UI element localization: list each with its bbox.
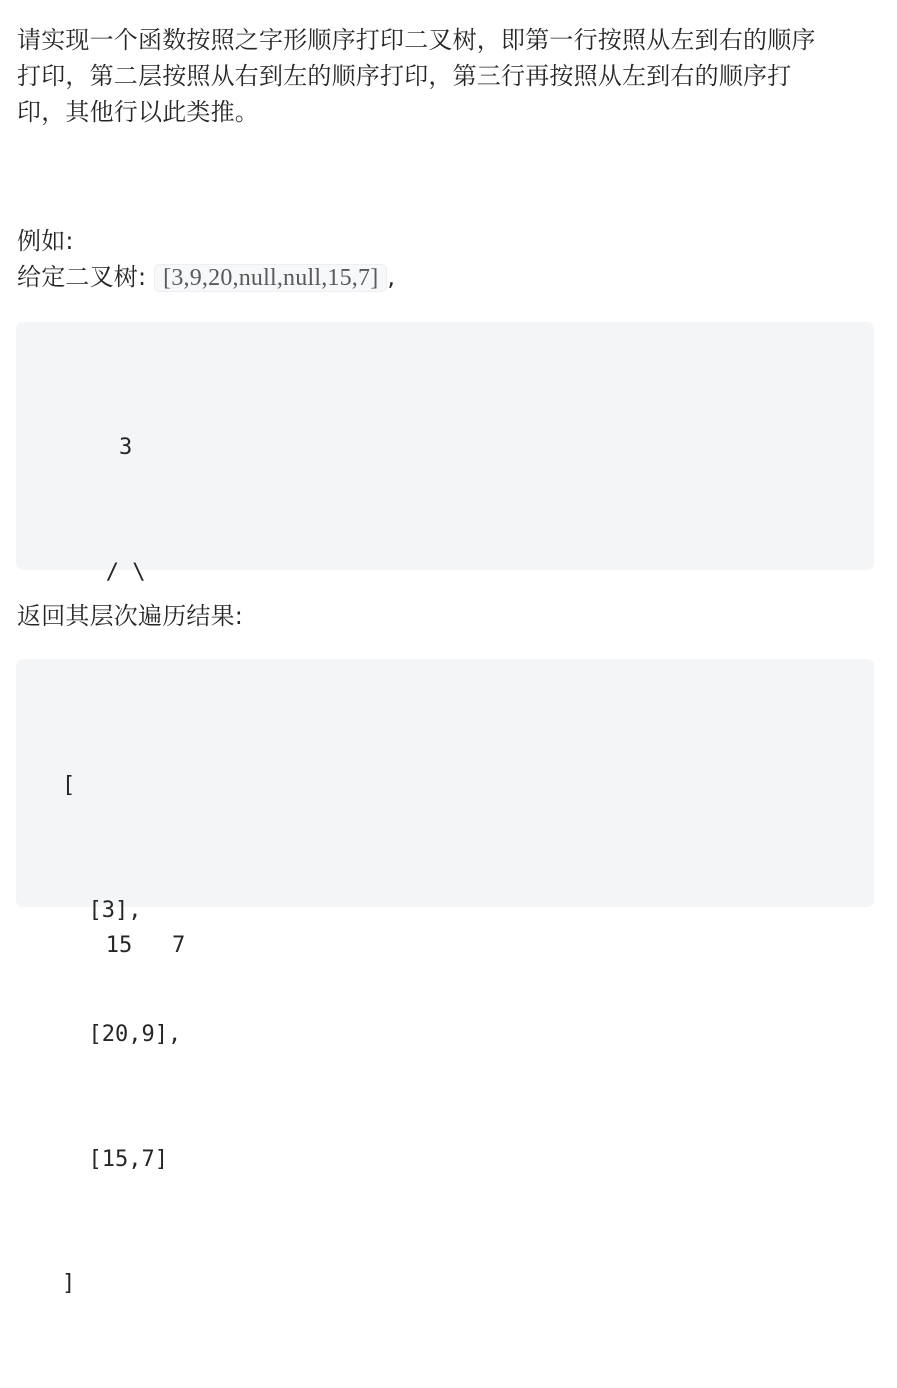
result-line: [20,9], — [62, 1022, 182, 1047]
given-tree-prefix: 给定二叉树: — [17, 263, 155, 291]
result-line: ] — [62, 1271, 76, 1296]
tree-line: 3 — [66, 435, 133, 460]
result-line: [ — [62, 773, 76, 798]
result-line: [3], — [62, 897, 142, 923]
result-line: [15,7] — [62, 1146, 168, 1172]
description-line-1: 请实现一个函数按照之字形顺序打印二叉树，即第一行按照从左到右的顺序 — [17, 26, 816, 54]
given-tree-suffix: , — [387, 263, 396, 291]
given-tree-line — [17, 261, 395, 294]
given-tree-code: [3,9,20,null,null,15,7] — [154, 264, 387, 292]
tree-line: / \ — [66, 559, 146, 585]
result-label: 返回其层次遍历结果: — [17, 602, 244, 630]
tree-line: 15 7 — [66, 933, 186, 958]
example-label: 例如: — [17, 227, 74, 255]
description-line-3: 印，其他行以此类推。 — [17, 98, 259, 126]
result-code-block — [16, 659, 874, 1296]
description-line-2: 打印，第二层按照从右到左的顺序打印，第三行再按照从左到右的顺序打 — [17, 62, 792, 90]
